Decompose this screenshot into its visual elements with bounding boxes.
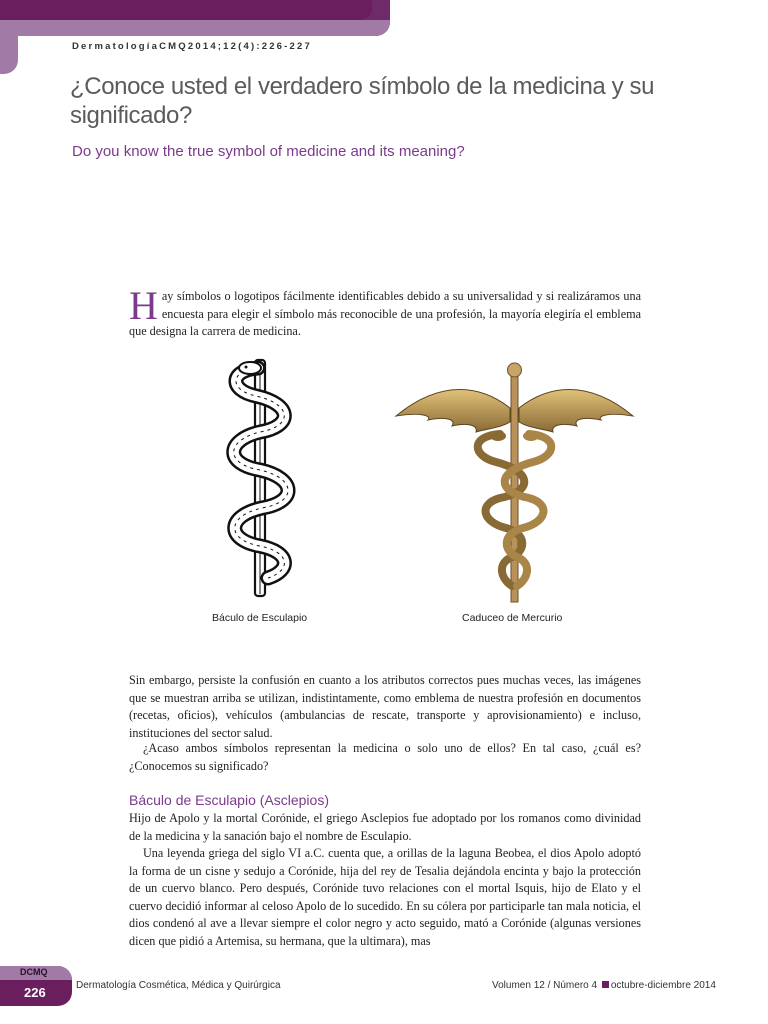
square-bullet-icon xyxy=(602,981,609,988)
body-paragraph-2: ¿Acaso ambos símbolos representan la medicina o solo uno de ellos? En tal caso, ¿cuál es? ¿Conocemos su significado? xyxy=(129,741,641,773)
footer-period: octubre-diciembre 2014 xyxy=(610,980,716,991)
footer-volume: Volumen 12 / Número 4 xyxy=(492,980,598,991)
page-number: 226 xyxy=(24,985,46,1000)
article-title: ¿Conoce usted el verdadero símbolo de la medicina y su significado? xyxy=(70,73,655,129)
body-paragraph-4: Una leyenda griega del siglo VI a.C. cuenta que, a orillas de la laguna Beobea, el dios Apolo adoptó la forma de un cisne y sedujo a Corónide, hija del rey de Tesalia dejándola encinta y bajo la protección de un cuervo blanco. Pero después, Corónide tuvo relaciones con el mortal Isquis, hijo de Elato y el cuervo decidió informar al celoso Apolo de lo sucedido. En su cólera por participarle tan mala noticia, el dios condenó al ave a llevar siempre el color negro y acto seguido, mató a Corónide (algunas versiones dicen que pidió a Artemisa, su hermana, que la ultimara), mas xyxy=(129,846,641,948)
intro-paragraph xyxy=(129,283,641,341)
caduceus-image xyxy=(392,356,637,606)
body-paragraph-3: Hijo de Apolo y la mortal Corónide, el griego Asclepios fue adoptado por los romanos como divinidad de la medicina y la sanación bajo el nombre de Esculapio. xyxy=(129,811,641,843)
figure-caption-right: Caduceo de Mercurio xyxy=(462,612,563,624)
article-subtitle: Do you know the true symbol of medicine and its meaning? xyxy=(72,143,465,160)
figure-caption-left: Báculo de Esculapio xyxy=(212,612,308,624)
rod-of-asclepius-image xyxy=(210,356,310,601)
footer-journal-name: Dermatología Cosmética, Médica y Quirúrgica xyxy=(76,980,281,991)
drop-cap: H xyxy=(129,283,158,328)
footer-journal-abbr: DCMQ xyxy=(20,967,48,977)
body-paragraph-1: Sin embargo, persiste la confusión en cuanto a los atributos correctos pues muchas veces, las imágenes que se muestran arriba se utilizan, indistintamente, como emblema de nuestra profesión en documentos (recetas, oficios), vehículos (ambulancias de rescate, transporte y aprovisionamiento) e incluso, instituciones del sector salud. xyxy=(129,673,641,740)
section-heading: Báculo de Esculapio (Asclepios) xyxy=(129,792,329,808)
header-band-light xyxy=(0,20,390,36)
journal-citation: DermatologíaCMQ2014;12(4):226-227 xyxy=(72,41,312,52)
intro-text: ay símbolos o logotipos fácilmente identificables debido a su universalidad y si realizáramos una encuesta para elegir el símbolo más reconocible de una profesión, la mayoría elegiría el emblema que designa la carrera de medicina. xyxy=(129,289,641,338)
footer-issue-info xyxy=(492,980,716,991)
header-band-dark xyxy=(0,0,372,20)
